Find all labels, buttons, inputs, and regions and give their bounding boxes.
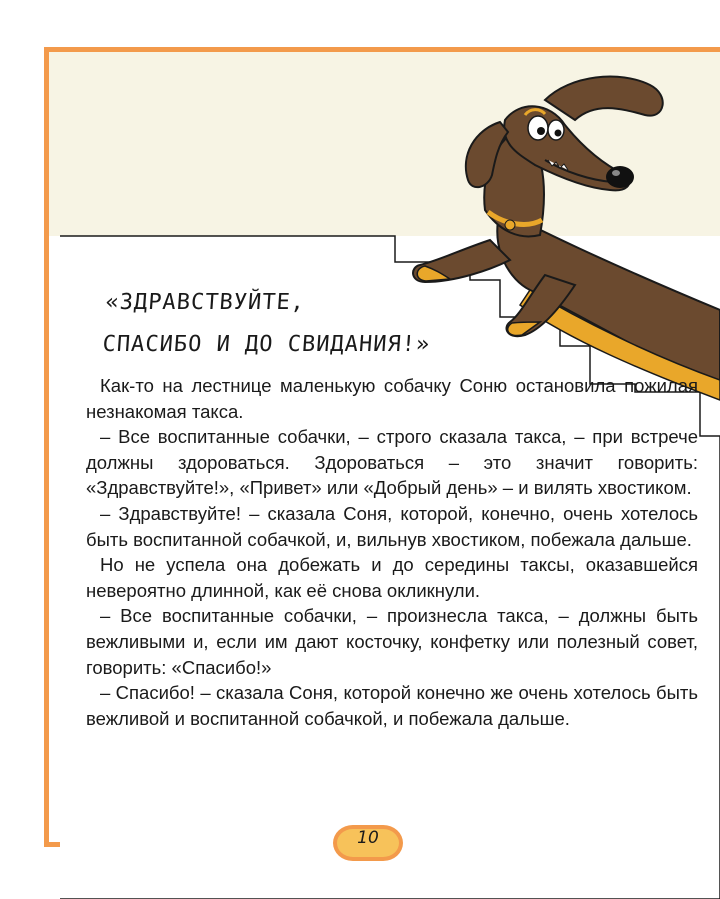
paragraph: Как-то на лестнице маленькую собачку Соню остановила пожилая незнакомая такса. bbox=[86, 375, 698, 422]
story-title-line-2: СПАСИБО И ДО СВИДАНИЯ!» bbox=[101, 332, 432, 357]
paragraph: – Все воспитанные собачки, – строго сказала такса, – при встрече должны здороваться. Здороваться – это значит говорить: «Здравствуйте!», «Привет» или «Добрый день» – и вилять хвостиком. bbox=[86, 426, 698, 499]
faded-background-text bbox=[90, 96, 370, 176]
paragraph: – Спасибо! – сказала Соня, которой конечно же очень хотелось быть вежливой и воспитанной собачкой, и побежала дальше. bbox=[86, 682, 698, 729]
story-body bbox=[86, 373, 698, 731]
paragraph: – Все воспитанные собачки, – произнесла такса, – должны быть вежливыми и, если им дают косточку, конфетку или полезный совет, говорить: «Спасибо!» bbox=[86, 605, 698, 678]
paragraph: Но не успела она добежать и до середины таксы, оказавшейся невероятно длинной, как её снова окликнули. bbox=[86, 554, 698, 601]
paragraph: – Здравствуйте! – сказала Соня, которой, конечно, очень хотелось быть воспитанной собачкой, и, вильнув хвостиком, побежала дальше. bbox=[86, 502, 698, 550]
story-title bbox=[101, 282, 527, 366]
story-title-line-1: «ЗДРАВСТВУЙТЕ, bbox=[104, 290, 306, 315]
page-number: 10 bbox=[357, 828, 379, 848]
